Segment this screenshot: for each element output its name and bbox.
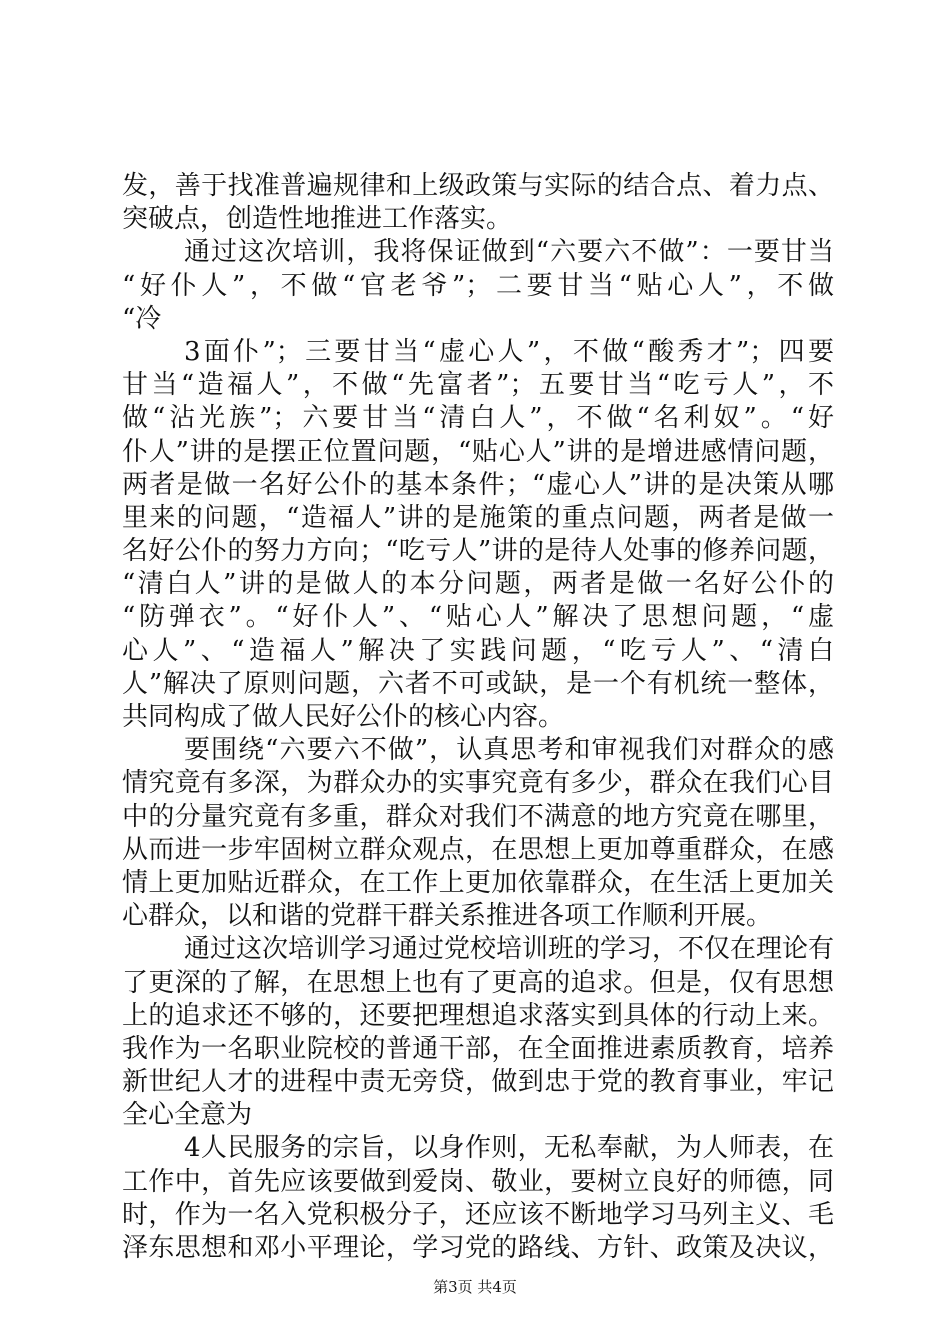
text-line: 时，作为一名入党积极分子，还应该不断地学习马列主义、毛 <box>122 1199 834 1230</box>
page-number-label: 第3页 共4页 <box>433 1278 517 1296</box>
text-line: 要围绕“六要六不做”，认真思考和审视我们对群众的感 <box>184 735 834 766</box>
text-line: 心群众，以和谐的党群干群关系推进各项工作顺利开展。 <box>122 901 773 932</box>
text-line: 发，善于找准普遍规律和上级政策与实际的结合点、着力点、 <box>122 171 834 201</box>
text-line: 做“沾光族”；六要甘当“清白人”，不做“名利奴”。“好 <box>122 403 834 434</box>
text-line: 全心全意为 <box>122 1100 253 1131</box>
text-line: 突破点，创造性地推进工作落实。 <box>122 204 513 235</box>
text-line: 从而进一步牢固树立群众观点，在思想上更加尊重群众，在感 <box>122 834 834 865</box>
text-line: 里来的问题，“造福人”讲的是施策的重点问题，两者是做一 <box>122 502 834 533</box>
text-line: 泽东思想和邓小平理论，学习党的路线、方针、政策及决议， <box>122 1233 834 1263</box>
text-line: 共同构成了做人民好公仆的核心内容。 <box>122 702 565 732</box>
text-line: 人”解决了原则问题，六者不可或缺，是一个有机统一整体， <box>122 668 834 699</box>
text-line: 新世纪人才的进程中责无旁贷，做到忠于党的教育事业，牢记 <box>122 1067 834 1098</box>
text-line: 3面仆”；三要甘当“虚心人”，不做“酸秀才”；四要 <box>184 336 834 367</box>
text-line: “清白人”讲的是做人的本分问题，两者是做一名好公仆的 <box>122 569 834 600</box>
text-line: 甘当“造福人”，不做“先富者”；五要甘当“吃亏人”，不 <box>122 370 834 401</box>
page-footer <box>0 1276 950 1297</box>
text-line: 4人民服务的宗旨，以身作则，无私奉献，为人师表，在 <box>184 1133 834 1164</box>
text-line: 名好公仆的努力方向；“吃亏人”讲的是待人处事的修养问题， <box>122 536 834 567</box>
text-line: “冷 <box>122 303 162 334</box>
text-line: 上的追求还不够的，还要把理想追求落实到具体的行动上来。 <box>122 1000 834 1031</box>
text-line: 心人”、“造福人”解决了实践问题，“吃亏人”、“清白 <box>122 635 834 666</box>
text-line: 仆人”讲的是摆正位置问题，“贴心人”讲的是增进感情问题， <box>122 436 834 467</box>
document-body <box>122 170 834 1265</box>
text-line: 了更深的了解，在思想上也有了更高的追求。但是，仅有思想 <box>122 967 834 998</box>
text-line: “好仆人”，不做“官老爷”；二要甘当“贴心人”，不做 <box>122 270 834 301</box>
text-line: “防弹衣”。“好仆人”、“贴心人”解决了思想问题，“虚 <box>122 602 834 633</box>
text-line: 通过这次培训，我将保证做到“六要六不做”：一要甘当 <box>184 237 834 268</box>
text-line: 情上更加贴近群众，在工作上更加依靠群众，在生活上更加关 <box>122 867 834 898</box>
text-line: 工作中，首先应该要做到爱岗、敬业，要树立良好的师德，同 <box>122 1166 834 1197</box>
text-line: 情究竟有多深，为群众办的实事究竟有多少，群众在我们心目 <box>122 768 834 799</box>
text-line: 我作为一名职业院校的普通干部，在全面推进素质教育，培养 <box>122 1033 834 1064</box>
text-line: 两者是做一名好公仆的基本条件；“虚心人”讲的是决策从哪 <box>122 469 834 500</box>
text-line: 通过这次培训学习通过党校培训班的学习，不仅在理论有 <box>184 934 835 965</box>
text-line: 中的分量究竟有多重，群众对我们不满意的地方究竟在哪里， <box>122 801 834 832</box>
